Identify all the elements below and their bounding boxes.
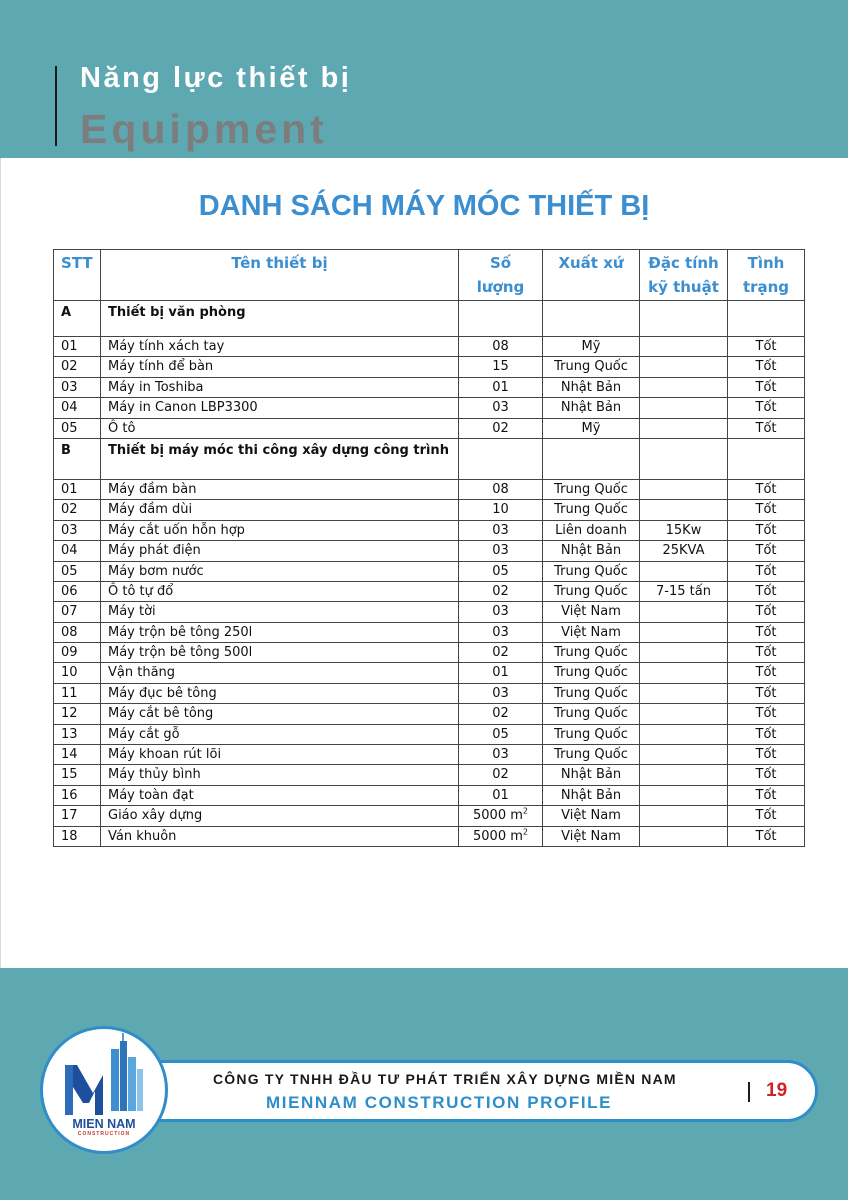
quantity-value: 03 [492, 604, 509, 620]
row-number: 04 [54, 398, 101, 418]
status-cell: Tốt [728, 704, 805, 724]
origin-cell: Trung Quốc [543, 683, 640, 703]
quantity-value: 03 [492, 522, 509, 538]
equipment-table-body [54, 301, 805, 847]
quantity-cell [459, 745, 543, 765]
section-title: Thiết bị máy móc thi công xây dựng công trình [101, 438, 459, 479]
quantity-value: 5000 m [473, 808, 523, 824]
table-row [54, 663, 805, 683]
equipment-name: Vận thăng [101, 663, 459, 683]
table-row [54, 745, 805, 765]
status-cell: Tốt [728, 663, 805, 683]
quantity-cell [459, 418, 543, 438]
row-number: 12 [54, 704, 101, 724]
quantity-value: 08 [492, 339, 509, 354]
table-row [54, 581, 805, 601]
origin-cell: Trung Quốc [543, 479, 640, 499]
quantity-value: 03 [492, 747, 509, 763]
quantity-cell [459, 377, 543, 397]
section-code: B [54, 438, 101, 479]
section-row [54, 301, 805, 337]
origin-cell: Việt Nam [543, 806, 640, 826]
quantity-value: 02 [492, 645, 509, 661]
row-number: 03 [54, 520, 101, 540]
row-number: 04 [54, 541, 101, 561]
spec-cell [640, 337, 728, 357]
status-cell: Tốt [728, 398, 805, 418]
status-cell: Tốt [728, 541, 805, 561]
table-row [54, 418, 805, 438]
origin-cell: Trung Quốc [543, 357, 640, 377]
row-number: 16 [54, 785, 101, 805]
spec-cell [640, 398, 728, 418]
equipment-name: Máy in Canon LBP3300 [101, 398, 459, 418]
origin-cell: Liên doanh [543, 520, 640, 540]
spec-cell [640, 785, 728, 805]
quantity-cell [459, 357, 543, 377]
row-number: 02 [54, 500, 101, 520]
status-cell: Tốt [728, 826, 805, 846]
company-profile-title: MIENNAM CONSTRUCTION PROFILE [266, 1093, 613, 1112]
col-status-header [728, 250, 805, 301]
equipment-name: Máy đầm bàn [101, 479, 459, 499]
status-cell: Tốt [728, 806, 805, 826]
logo-tagline: CONSTRUCTION [77, 1131, 131, 1137]
table-row [54, 541, 805, 561]
equipment-name: Máy đục bê tông [101, 683, 459, 703]
status-cell: Tốt [728, 520, 805, 540]
col-quantity-header [459, 250, 543, 301]
spec-cell [640, 704, 728, 724]
quantity-cell [459, 622, 543, 642]
equipment-name: Ô tô [101, 418, 459, 438]
equipment-name: Máy bơm nước [101, 561, 459, 581]
spec-cell [640, 377, 728, 397]
origin-cell: Trung Quốc [543, 561, 640, 581]
spec-cell [640, 357, 728, 377]
row-number: 08 [54, 622, 101, 642]
row-number: 05 [54, 561, 101, 581]
row-number: 15 [54, 765, 101, 785]
spec-cell [640, 602, 728, 622]
status-cell: Tốt [728, 500, 805, 520]
status-cell: Tốt [728, 622, 805, 642]
status-cell: Tốt [728, 377, 805, 397]
quantity-cell [459, 398, 543, 418]
origin-cell: Trung Quốc [543, 745, 640, 765]
table-row [54, 398, 805, 418]
table-row [54, 561, 805, 581]
table-row [54, 520, 805, 540]
spec-cell [640, 622, 728, 642]
origin-cell: Trung Quốc [543, 663, 640, 683]
status-cell: Tốt [728, 683, 805, 703]
column-header-label: Số [489, 254, 512, 272]
page-heading: DANH SÁCH MÁY MÓC THIẾT BỊ [198, 190, 650, 222]
table-row [54, 479, 805, 499]
empty-cell [640, 438, 728, 479]
equipment-name: Ván khuôn [101, 826, 459, 846]
page-number-separator [748, 1082, 750, 1102]
quantity-cell [459, 826, 543, 846]
status-cell: Tốt [728, 785, 805, 805]
logo-wordmark: MIEN NAM [72, 1117, 136, 1131]
company-name-vietnamese: CÔNG TY TNHH ĐẦU TƯ PHÁT TRIỂN XÂY DỰNG MIỀN NAM [213, 1071, 677, 1087]
col-name-header [101, 250, 459, 301]
quantity-value: 03 [492, 624, 509, 640]
equipment-name: Máy cắt bê tông [101, 704, 459, 724]
equipment-table [53, 249, 805, 847]
quantity-cell [459, 806, 543, 826]
empty-cell [728, 301, 805, 337]
quantity-unit-exponent: 2 [522, 806, 528, 816]
page-edge-line [0, 158, 1, 968]
table-row [54, 357, 805, 377]
status-cell: Tốt [728, 643, 805, 663]
row-number: 11 [54, 683, 101, 703]
table-row [54, 377, 805, 397]
quantity-cell [459, 500, 543, 520]
origin-cell: Trung Quốc [543, 704, 640, 724]
status-cell: Tốt [728, 561, 805, 581]
row-number: 17 [54, 806, 101, 826]
origin-cell: Nhật Bản [543, 398, 640, 418]
quantity-cell [459, 663, 543, 683]
status-cell: Tốt [728, 479, 805, 499]
origin-cell: Nhật Bản [543, 377, 640, 397]
quantity-value: 02 [492, 767, 509, 783]
table-row [54, 622, 805, 642]
equipment-name: Máy trộn bê tông 250l [101, 622, 459, 642]
empty-cell [543, 301, 640, 337]
column-header-label: lượng [476, 278, 525, 296]
quantity-cell [459, 337, 543, 357]
table-row [54, 724, 805, 744]
quantity-cell [459, 561, 543, 581]
quantity-cell [459, 683, 543, 703]
row-number: 09 [54, 643, 101, 663]
quantity-value: 10 [492, 502, 509, 518]
origin-cell: Trung Quốc [543, 500, 640, 520]
origin-cell: Việt Nam [543, 826, 640, 846]
status-cell: Tốt [728, 357, 805, 377]
quantity-value: 5000 m [473, 828, 523, 844]
status-cell: Tốt [728, 418, 805, 438]
row-number: 18 [54, 826, 101, 846]
table-row [54, 806, 805, 826]
table-row [54, 643, 805, 663]
equipment-name: Máy thủy bình [101, 765, 459, 785]
spec-cell [640, 663, 728, 683]
status-cell: Tốt [728, 724, 805, 744]
equipment-name: Máy tính để bàn [101, 357, 459, 377]
quantity-cell [459, 785, 543, 805]
quantity-value: 05 [492, 726, 509, 742]
equipment-name: Máy khoan rút lõi [101, 745, 459, 765]
equipment-name: Máy cắt gỗ [101, 724, 459, 744]
equipment-name: Máy phát điện [101, 541, 459, 561]
equipment-name: Máy tời [101, 602, 459, 622]
spec-cell [640, 479, 728, 499]
equipment-name: Máy trộn bê tông 500l [101, 643, 459, 663]
quantity-value: 01 [492, 665, 509, 681]
quantity-cell [459, 704, 543, 724]
quantity-cell [459, 724, 543, 744]
col-stt-header [54, 250, 101, 301]
spec-cell [640, 500, 728, 520]
column-header-label: Xuất xứ [558, 254, 624, 272]
origin-cell: Việt Nam [543, 602, 640, 622]
section-title-vietnamese: Năng lực thiết bị [80, 62, 352, 94]
table-row [54, 826, 805, 846]
quantity-cell [459, 479, 543, 499]
quantity-value: 03 [492, 543, 509, 559]
origin-cell: Nhật Bản [543, 541, 640, 561]
row-number: 05 [54, 418, 101, 438]
spec-cell [640, 765, 728, 785]
equipment-name: Máy đầm dùi [101, 500, 459, 520]
col-spec-header [640, 250, 728, 301]
spec-cell [640, 745, 728, 765]
quantity-value: 05 [492, 563, 509, 579]
quantity-value: 02 [492, 583, 509, 599]
spec-cell [640, 418, 728, 438]
status-cell: Tốt [728, 765, 805, 785]
spec-cell: 7-15 tấn [640, 581, 728, 601]
row-number: 01 [54, 337, 101, 357]
quantity-cell [459, 581, 543, 601]
empty-cell [728, 438, 805, 479]
table-row [54, 704, 805, 724]
status-cell: Tốt [728, 337, 805, 357]
spec-cell: 25KVA [640, 541, 728, 561]
quantity-cell [459, 643, 543, 663]
row-number: 14 [54, 745, 101, 765]
spec-cell [640, 806, 728, 826]
equipment-name: Máy tính xách tay [101, 337, 459, 357]
equipment-name: Máy in Toshiba [101, 377, 459, 397]
origin-cell: Nhật Bản [543, 765, 640, 785]
column-header-label: STT [61, 254, 93, 272]
quantity-value: 01 [492, 379, 509, 395]
row-number: 02 [54, 357, 101, 377]
table-row [54, 602, 805, 622]
row-number: 01 [54, 479, 101, 499]
quantity-cell [459, 602, 543, 622]
equipment-name: Máy toàn đạt [101, 785, 459, 805]
equipment-table-header [54, 250, 805, 301]
origin-cell: Trung Quốc [543, 724, 640, 744]
origin-cell: Nhật Bản [543, 785, 640, 805]
status-cell: Tốt [728, 602, 805, 622]
spec-cell [640, 826, 728, 846]
row-number: 06 [54, 581, 101, 601]
company-logo [40, 1026, 168, 1154]
empty-cell [459, 301, 543, 337]
section-title-english: Equipment [80, 106, 328, 152]
table-row [54, 683, 805, 703]
spec-cell [640, 724, 728, 744]
quantity-unit-exponent: 2 [522, 827, 528, 837]
section-title: Thiết bị văn phòng [101, 301, 459, 337]
row-number: 13 [54, 724, 101, 744]
row-number: 07 [54, 602, 101, 622]
quantity-value: 02 [492, 706, 509, 722]
table-header-row [54, 250, 805, 301]
row-number: 03 [54, 377, 101, 397]
quantity-value: 03 [492, 685, 509, 701]
status-cell: Tốt [728, 581, 805, 601]
equipment-name: Ô tô tự đổ [101, 581, 459, 601]
column-header-label: Đặc tính [648, 254, 719, 272]
column-header-label: kỹ thuật [648, 278, 719, 296]
column-header-label: Tên thiết bị [231, 254, 328, 272]
quantity-value: 02 [492, 420, 509, 436]
spec-cell [640, 683, 728, 703]
section-row [54, 438, 805, 479]
table-row [54, 500, 805, 520]
spec-cell [640, 643, 728, 663]
spec-cell: 15Kw [640, 520, 728, 540]
quantity-cell [459, 520, 543, 540]
header-accent-bar [55, 66, 57, 146]
empty-cell [543, 438, 640, 479]
table-row [54, 337, 805, 357]
page-number: 19 [766, 1080, 788, 1101]
quantity-cell [459, 541, 543, 561]
col-origin-header [543, 250, 640, 301]
origin-cell: Trung Quốc [543, 581, 640, 601]
section-code: A [54, 301, 101, 337]
spec-cell [640, 561, 728, 581]
quantity-value: 03 [492, 400, 509, 416]
column-header-label: Tình [747, 254, 785, 272]
quantity-value: 08 [492, 481, 509, 497]
table-row [54, 765, 805, 785]
column-header-label: trạng [742, 278, 790, 296]
origin-cell: Trung Quốc [543, 643, 640, 663]
empty-cell [459, 438, 543, 479]
equipment-name: Máy cắt uốn hỗn hợp [101, 520, 459, 540]
origin-cell: Việt Nam [543, 622, 640, 642]
quantity-value: 15 [492, 359, 509, 375]
row-number: 10 [54, 663, 101, 683]
quantity-cell [459, 765, 543, 785]
origin-cell: Mỹ [543, 337, 640, 357]
equipment-name: Giáo xây dựng [101, 806, 459, 826]
empty-cell [640, 301, 728, 337]
quantity-value: 01 [492, 787, 509, 803]
status-cell: Tốt [728, 745, 805, 765]
table-row [54, 785, 805, 805]
origin-cell: Mỹ [543, 418, 640, 438]
